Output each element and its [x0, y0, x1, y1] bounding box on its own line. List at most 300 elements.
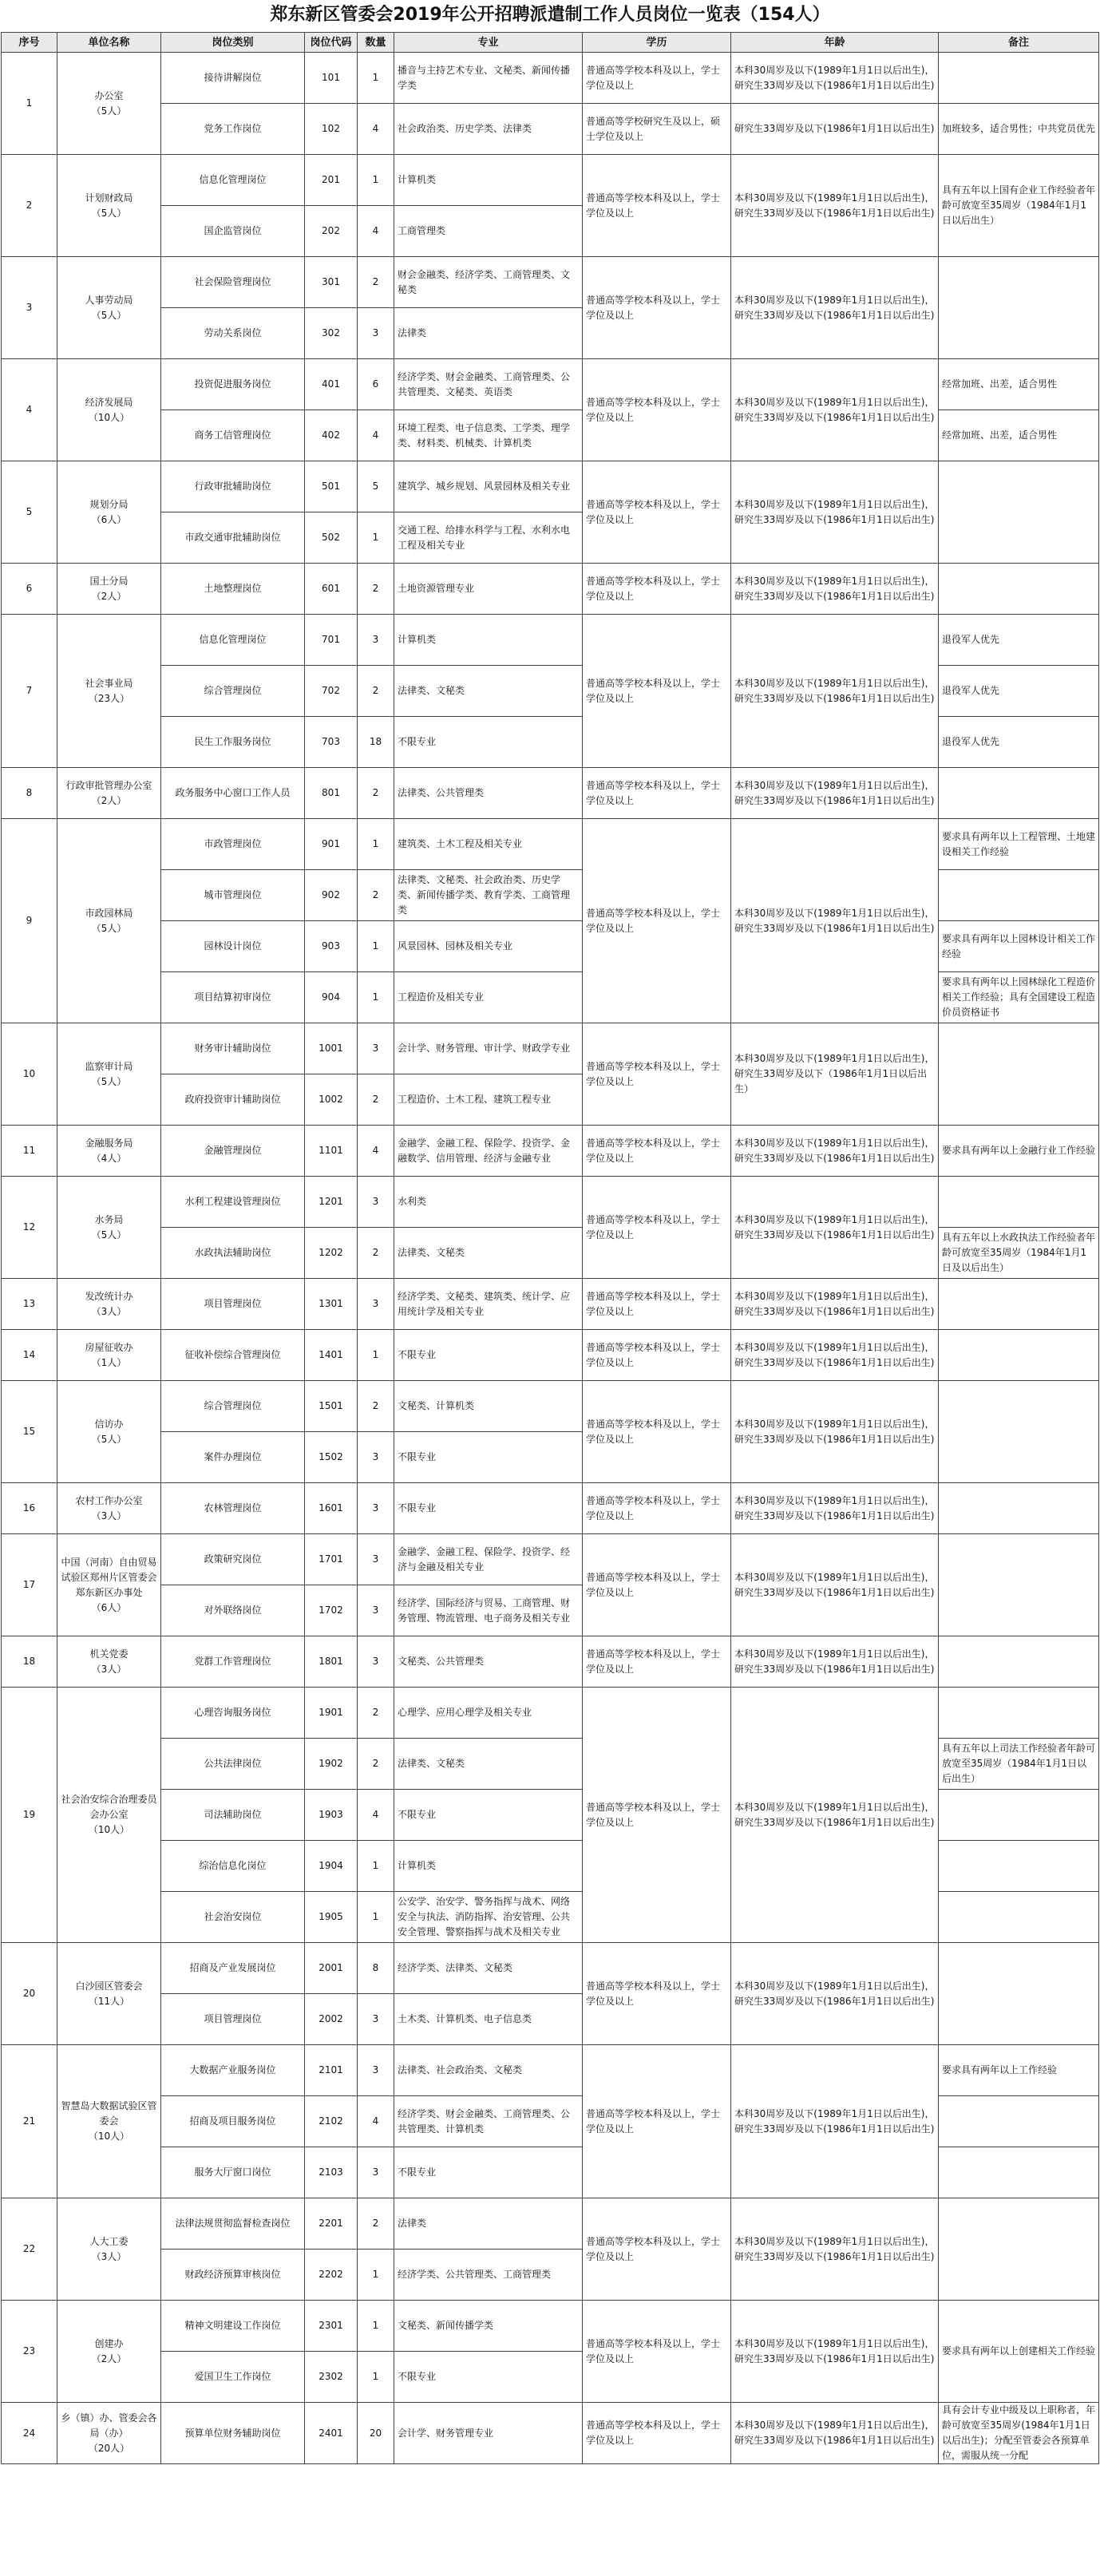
unit-name: 人大工委 （3人）	[57, 2198, 161, 2301]
remark: 要求具有两年以上园林设计相关工作经验	[939, 921, 1099, 972]
row-seq: 6	[2, 564, 57, 615]
remark	[939, 1330, 1099, 1381]
remark: 要求具有两年以上工程管理、土地建设相关工作经验	[939, 819, 1099, 870]
remark	[939, 768, 1099, 819]
position-major: 经济学类、财会金融类、工商管理类、公共管理类、文秘类、英语类	[394, 359, 583, 410]
position-code: 402	[305, 410, 358, 461]
unit-name: 社会治安综合治理委员会办公室 （10人）	[57, 1688, 161, 1943]
position-code: 702	[305, 666, 358, 717]
position-title: 信息化管理岗位	[161, 155, 305, 206]
position-count: 2	[358, 1228, 394, 1279]
position-major: 工程造价及相关专业	[394, 972, 583, 1023]
position-code: 302	[305, 308, 358, 359]
remark	[939, 1943, 1099, 2045]
position-count: 1	[358, 921, 394, 972]
position-major: 文秘类、公共管理类	[394, 1636, 583, 1688]
position-count: 2	[358, 1739, 394, 1790]
row-seq: 17	[2, 1534, 57, 1636]
row-seq: 14	[2, 1330, 57, 1381]
position-title: 园林设计岗位	[161, 921, 305, 972]
position-title: 市政管理岗位	[161, 819, 305, 870]
header-unit: 单位名称	[57, 33, 161, 53]
remark	[939, 1892, 1099, 1943]
position-code: 1002	[305, 1074, 358, 1126]
education-requirement: 普通高等学校本科及以上，学士学位及以上	[583, 615, 731, 768]
position-title: 公共法律岗位	[161, 1739, 305, 1790]
position-count: 3	[358, 615, 394, 666]
position-major: 法律类、文秘类、社会政治类、历史学类、新闻传播学类、教育学类、工商管理类	[394, 870, 583, 921]
table-row	[2, 461, 1099, 512]
table-row	[2, 564, 1099, 615]
position-major: 经济学、国际经济与贸易、工商管理、财务管理、物流管理、电子商务及相关专业	[394, 1585, 583, 1636]
table-row	[2, 615, 1099, 666]
unit-name: 市政园林局 （5人）	[57, 819, 161, 1023]
position-title: 法律法规贯彻监督检查岗位	[161, 2198, 305, 2250]
age-requirement: 本科30周岁及以下(1989年1月1日以后出生)，研究生33周岁及以下(1986年1月1日以后出生)	[731, 1177, 939, 1279]
position-count: 2	[358, 1688, 394, 1739]
age-requirement: 本科30周岁及以下(1989年1月1日以后出生)，研究生33周岁及以下(1986年1月1日以后出生)	[731, 155, 939, 257]
position-count: 1	[358, 972, 394, 1023]
remark	[939, 1279, 1099, 1330]
unit-name: 监察审计局 （5人）	[57, 1023, 161, 1126]
position-title: 社会治安岗位	[161, 1892, 305, 1943]
row-seq: 5	[2, 461, 57, 564]
table-row	[2, 1636, 1099, 1688]
education-requirement: 普通高等学校本科及以上，学士学位及以上	[583, 1534, 731, 1636]
position-code: 601	[305, 564, 358, 615]
position-title: 金融管理岗位	[161, 1126, 305, 1177]
remark: 退役军人优先	[939, 666, 1099, 717]
position-major: 心理学、应用心理学及相关专业	[394, 1688, 583, 1739]
position-title: 项目管理岗位	[161, 1994, 305, 2045]
remark: 加班较多，适合男性；中共党员优先	[939, 104, 1099, 155]
age-requirement: 本科30周岁及以下(1989年1月1日以后出生)，研究生33周岁及以下(1986年1月1日以后出生)	[731, 615, 939, 768]
header-row	[2, 33, 1099, 53]
position-major: 法律类	[394, 308, 583, 359]
position-code: 2401	[305, 2403, 358, 2464]
unit-name: 水务局 （5人）	[57, 1177, 161, 1279]
table-row	[2, 2301, 1099, 2352]
position-major: 文秘类、新闻传播学类	[394, 2301, 583, 2352]
position-title: 综合管理岗位	[161, 666, 305, 717]
position-title: 政府投资审计辅助岗位	[161, 1074, 305, 1126]
position-count: 4	[358, 410, 394, 461]
position-major: 会计学、财务管理专业	[394, 2403, 583, 2464]
position-count: 1	[358, 819, 394, 870]
position-major: 交通工程、给排水科学与工程、水利水电工程及相关专业	[394, 512, 583, 564]
position-major: 法律类、公共管理类	[394, 768, 583, 819]
unit-name: 房屋征收办 （1人）	[57, 1330, 161, 1381]
remark	[939, 1483, 1099, 1534]
position-code: 901	[305, 819, 358, 870]
position-major: 不限专业	[394, 1790, 583, 1841]
position-code: 401	[305, 359, 358, 410]
unit-name: 信访办 （5人）	[57, 1381, 161, 1483]
row-seq: 2	[2, 155, 57, 257]
age-requirement: 本科30周岁及以下(1989年1月1日以后出生)，研究生33周岁及以下(1986年1月1日以后出生)	[731, 1126, 939, 1177]
education-requirement: 普通高等学校本科及以上，学士学位及以上	[583, 2403, 731, 2464]
position-count: 4	[358, 1790, 394, 1841]
education-requirement: 普通高等学校本科及以上，学士学位及以上	[583, 564, 731, 615]
position-code: 2202	[305, 2250, 358, 2301]
unit-name: 规划分局 （6人）	[57, 461, 161, 564]
remark: 要求具有两年以上工作经验	[939, 2045, 1099, 2096]
table-row	[2, 359, 1099, 410]
age-requirement: 本科30周岁及以下(1989年1月1日以后出生)，研究生33周岁及以下(1986年1月1日以后出生)	[731, 564, 939, 615]
row-seq: 19	[2, 1688, 57, 1943]
age-requirement: 本科30周岁及以下(1989年1月1日以后出生)，研究生33周岁及以下（1986年1月1日以后出生）	[731, 1023, 939, 1126]
positions-table	[1, 32, 1099, 2464]
remark: 要求具有两年以上金融行业工作经验	[939, 1126, 1099, 1177]
position-count: 4	[358, 2096, 394, 2147]
position-code: 501	[305, 461, 358, 512]
position-code: 1905	[305, 1892, 358, 1943]
unit-name: 农村工作办公室 （3人）	[57, 1483, 161, 1534]
position-major: 工程造价、土木工程、建筑工程专业	[394, 1074, 583, 1126]
table-row	[2, 1279, 1099, 1330]
row-seq: 24	[2, 2403, 57, 2464]
position-code: 2102	[305, 2096, 358, 2147]
education-requirement: 普通高等学校本科及以上，学士学位及以上	[583, 1636, 731, 1688]
row-seq: 12	[2, 1177, 57, 1279]
position-major: 金融学、金融工程、保险学、投资学、金融数学、信用管理、经济与金融专业	[394, 1126, 583, 1177]
position-title: 招商及产业发展岗位	[161, 1943, 305, 1994]
position-count: 3	[358, 2147, 394, 2198]
age-requirement: 本科30周岁及以下(1989年1月1日以后出生)，研究生33周岁及以下(1986年1月1日以后出生)	[731, 768, 939, 819]
position-title: 农林管理岗位	[161, 1483, 305, 1534]
remark	[939, 1688, 1099, 1739]
position-title: 精神文明建设工作岗位	[161, 2301, 305, 2352]
position-title: 财政经济预算审核岗位	[161, 2250, 305, 2301]
age-requirement: 本科30周岁及以下(1989年1月1日以后出生)，研究生33周岁及以下(1986年1月1日以后出生)	[731, 53, 939, 104]
position-count: 3	[358, 308, 394, 359]
position-code: 1601	[305, 1483, 358, 1534]
position-major: 法律类、文秘类	[394, 1739, 583, 1790]
position-count: 2	[358, 1381, 394, 1432]
age-requirement: 本科30周岁及以下(1989年1月1日以后出生)，研究生33周岁及以下(1986年1月1日以后出生)	[731, 1381, 939, 1483]
unit-name: 金融服务局 （4人）	[57, 1126, 161, 1177]
age-requirement: 本科30周岁及以下(1989年1月1日以后出生)，研究生33周岁及以下(1986年1月1日以后出生)	[731, 819, 939, 1023]
unit-name: 发改统计办 （3人）	[57, 1279, 161, 1330]
table-row	[2, 1177, 1099, 1228]
age-requirement: 本科30周岁及以下(1989年1月1日以后出生)，研究生33周岁及以下(1986年1月1日以后出生)	[731, 359, 939, 461]
position-title: 水政执法辅助岗位	[161, 1228, 305, 1279]
position-title: 司法辅助岗位	[161, 1790, 305, 1841]
education-requirement: 普通高等学校本科及以上，学士学位及以上	[583, 155, 731, 257]
age-requirement: 本科30周岁及以下(1989年1月1日以后出生)，研究生33周岁及以下(1986年1月1日以后出生)	[731, 2301, 939, 2403]
education-requirement: 普通高等学校本科及以上，学士学位及以上	[583, 1688, 731, 1943]
position-major: 法律类	[394, 2198, 583, 2250]
position-count: 3	[358, 1636, 394, 1688]
unit-name: 白沙园区管委会 （11人）	[57, 1943, 161, 2045]
remark	[939, 2147, 1099, 2198]
position-count: 1	[358, 53, 394, 104]
remark	[939, 1381, 1099, 1483]
position-code: 1201	[305, 1177, 358, 1228]
table-row	[2, 1126, 1099, 1177]
education-requirement: 普通高等学校本科及以上，学士学位及以上	[583, 359, 731, 461]
remark	[939, 2198, 1099, 2301]
position-count: 3	[358, 2045, 394, 2096]
position-title: 行政审批辅助岗位	[161, 461, 305, 512]
position-title: 接待讲解岗位	[161, 53, 305, 104]
table-row	[2, 155, 1099, 206]
header-age: 年龄	[731, 33, 939, 53]
position-title: 投资促进服务岗位	[161, 359, 305, 410]
row-seq: 11	[2, 1126, 57, 1177]
education-requirement: 普通高等学校本科及以上，学士学位及以上	[583, 1126, 731, 1177]
position-major: 建筑学、城乡规划、风景园林及相关专业	[394, 461, 583, 512]
table-row	[2, 257, 1099, 308]
header-edu: 学历	[583, 33, 731, 53]
position-code: 1701	[305, 1534, 358, 1585]
position-code: 701	[305, 615, 358, 666]
position-count: 2	[358, 768, 394, 819]
position-major: 不限专业	[394, 1432, 583, 1483]
position-title: 政策研究岗位	[161, 1534, 305, 1585]
row-seq: 8	[2, 768, 57, 819]
remark: 经常加班、出差，适合男性	[939, 359, 1099, 410]
position-count: 2	[358, 1074, 394, 1126]
unit-name: 计划财政局 （5人）	[57, 155, 161, 257]
position-code: 1801	[305, 1636, 358, 1688]
position-major: 土地资源管理专业	[394, 564, 583, 615]
position-code: 703	[305, 717, 358, 768]
position-major: 工商管理类	[394, 206, 583, 257]
table-row	[2, 768, 1099, 819]
position-code: 2301	[305, 2301, 358, 2352]
remark: 经常加班、出差，适合男性	[939, 410, 1099, 461]
education-requirement: 普通高等学校本科及以上，学士学位及以上	[583, 1483, 731, 1534]
unit-name: 行政审批管理办公室 （2人）	[57, 768, 161, 819]
table-row	[2, 1023, 1099, 1074]
position-major: 不限专业	[394, 717, 583, 768]
position-title: 社会保险管理岗位	[161, 257, 305, 308]
education-requirement: 普通高等学校本科及以上，学士学位及以上	[583, 257, 731, 359]
position-code: 1401	[305, 1330, 358, 1381]
row-seq: 1	[2, 53, 57, 155]
row-seq: 7	[2, 615, 57, 768]
education-requirement: 普通高等学校本科及以上，学士学位及以上	[583, 1330, 731, 1381]
position-title: 对外联络岗位	[161, 1585, 305, 1636]
position-count: 1	[358, 155, 394, 206]
position-code: 1903	[305, 1790, 358, 1841]
table-row	[2, 1943, 1099, 1994]
remark	[939, 1841, 1099, 1892]
row-seq: 22	[2, 2198, 57, 2301]
position-title: 预算单位财务辅助岗位	[161, 2403, 305, 2464]
position-count: 3	[358, 1279, 394, 1330]
table-row	[2, 1534, 1099, 1585]
position-code: 2302	[305, 2352, 358, 2403]
remark: 具有五年以上水政执法工作经验者年龄可放宽至35周岁（1984年1月1日及以后出生）	[939, 1228, 1099, 1279]
position-code: 1101	[305, 1126, 358, 1177]
remark	[939, 1790, 1099, 1841]
remark	[939, 1023, 1099, 1126]
age-requirement: 本科30周岁及以下(1989年1月1日以后出生)，研究生33周岁及以下(1986年1月1日以后出生)	[731, 1279, 939, 1330]
unit-name: 国土分局 （2人）	[57, 564, 161, 615]
position-title: 案件办理岗位	[161, 1432, 305, 1483]
position-code: 903	[305, 921, 358, 972]
unit-name: 创建办 （2人）	[57, 2301, 161, 2403]
row-seq: 23	[2, 2301, 57, 2403]
position-major: 不限专业	[394, 2352, 583, 2403]
position-title: 市政交通审批辅助岗位	[161, 512, 305, 564]
position-code: 1902	[305, 1739, 358, 1790]
position-title: 国企监管岗位	[161, 206, 305, 257]
row-seq: 3	[2, 257, 57, 359]
remark: 退役军人优先	[939, 717, 1099, 768]
remark	[939, 2096, 1099, 2147]
row-seq: 21	[2, 2045, 57, 2198]
position-major: 法律类、文秘类	[394, 666, 583, 717]
age-requirement: 本科30周岁及以下(1989年1月1日以后出生)，研究生33周岁及以下(1986年1月1日以后出生)	[731, 2045, 939, 2198]
unit-name: 乡（镇）办、管委会各局（办） （20人）	[57, 2403, 161, 2464]
position-code: 904	[305, 972, 358, 1023]
education-requirement: 普通高等学校本科及以上，学士学位及以上	[583, 2301, 731, 2403]
education-requirement: 普通高等学校本科及以上，学士学位及以上	[583, 1279, 731, 1330]
education-requirement: 普通高等学校本科及以上，学士学位及以上	[583, 1177, 731, 1279]
position-count: 1	[358, 2301, 394, 2352]
position-count: 4	[358, 1126, 394, 1177]
position-title: 政务服务中心窗口工作人员	[161, 768, 305, 819]
position-title: 项目管理岗位	[161, 1279, 305, 1330]
header-major: 专业	[394, 33, 583, 53]
position-count: 3	[358, 1432, 394, 1483]
position-count: 1	[358, 512, 394, 564]
table-body	[2, 53, 1099, 2464]
position-major: 经济学类、文秘类、建筑类、统计学、应用统计学及相关专业	[394, 1279, 583, 1330]
remark	[939, 461, 1099, 564]
header-seq: 序号	[2, 33, 57, 53]
age-requirement: 本科30周岁及以下(1989年1月1日以后出生)，研究生33周岁及以下(1986年1月1日以后出生)	[731, 1330, 939, 1381]
age-requirement: 本科30周岁及以下(1989年1月1日以后出生)，研究生33周岁及以下(1986年1月1日以后出生)	[731, 1943, 939, 2045]
position-title: 项目结算初审岗位	[161, 972, 305, 1023]
position-title: 爱国卫生工作岗位	[161, 2352, 305, 2403]
remark: 要求具有两年以上创建相关工作经验	[939, 2301, 1099, 2403]
position-major: 不限专业	[394, 1483, 583, 1534]
education-requirement: 普通高等学校本科及以上，学士学位及以上	[583, 2198, 731, 2301]
education-requirement: 普通高等学校本科及以上，学士学位及以上	[583, 2045, 731, 2198]
position-code: 801	[305, 768, 358, 819]
row-seq: 20	[2, 1943, 57, 2045]
position-title: 劳动关系岗位	[161, 308, 305, 359]
page-title: 郑东新区管委会2019年公开招聘派遣制工作人员岗位一览表（154人）	[270, 5, 830, 25]
table-row	[2, 104, 1099, 155]
age-requirement: 本科30周岁及以下(1989年1月1日以后出生)，研究生33周岁及以下(1986年1月1日以后出生)	[731, 1688, 939, 1943]
position-major: 土木类、计算机类、电子信息类	[394, 1994, 583, 2045]
position-major: 法律类、文秘类	[394, 1228, 583, 1279]
row-seq: 16	[2, 1483, 57, 1534]
age-requirement: 本科30周岁及以下(1989年1月1日以后出生)，研究生33周岁及以下(1986年1月1日以后出生)	[731, 2403, 939, 2464]
education-requirement: 普通高等学校本科及以上，学士学位及以上	[583, 53, 731, 104]
position-major: 财会金融类、经济学类、工商管理类、文秘类	[394, 257, 583, 308]
position-major: 播音与主持艺术专业、文秘类、新闻传播学类	[394, 53, 583, 104]
remark	[939, 1534, 1099, 1636]
position-title: 党务工作岗位	[161, 104, 305, 155]
remark: 具有会计专业中级及以上职称者，年龄可放宽至35周岁(1984年1月1日以后出生)；分配至管委会各预算单位，需服从统一分配	[939, 2403, 1099, 2464]
position-code: 101	[305, 53, 358, 104]
position-code: 1301	[305, 1279, 358, 1330]
age-requirement: 研究生33周岁及以下(1986年1月1日以后出生)	[731, 104, 939, 155]
education-requirement: 普通高等学校本科及以上，学士学位及以上	[583, 1943, 731, 2045]
row-seq: 10	[2, 1023, 57, 1126]
position-major: 经济学类、财会金融类、工商管理类、公共管理类、计算机类	[394, 2096, 583, 2147]
age-requirement: 本科30周岁及以下(1989年1月1日以后出生)，研究生33周岁及以下(1986年1月1日以后出生)	[731, 1483, 939, 1534]
position-title: 商务工信管理岗位	[161, 410, 305, 461]
position-count: 1	[358, 1892, 394, 1943]
position-title: 招商及项目服务岗位	[161, 2096, 305, 2147]
position-code: 1001	[305, 1023, 358, 1074]
position-major: 水利类	[394, 1177, 583, 1228]
table-row	[2, 1688, 1099, 1739]
age-requirement: 本科30周岁及以下(1989年1月1日以后出生)，研究生33周岁及以下(1986年1月1日以后出生)	[731, 461, 939, 564]
education-requirement: 普通高等学校本科及以上，学士学位及以上	[583, 1023, 731, 1126]
age-requirement: 本科30周岁及以下(1989年1月1日以后出生)，研究生33周岁及以下(1986年1月1日以后出生)	[731, 1534, 939, 1636]
position-major: 经济学类、公共管理类、工商管理类	[394, 2250, 583, 2301]
unit-name: 办公室 （5人）	[57, 53, 161, 155]
row-seq: 9	[2, 819, 57, 1023]
position-title: 财务审计辅助岗位	[161, 1023, 305, 1074]
position-code: 1502	[305, 1432, 358, 1483]
table-row	[2, 1381, 1099, 1432]
position-count: 3	[358, 1483, 394, 1534]
position-count: 3	[358, 1585, 394, 1636]
position-code: 2002	[305, 1994, 358, 2045]
header-count: 数量	[358, 33, 394, 53]
position-code: 2101	[305, 2045, 358, 2096]
row-seq: 4	[2, 359, 57, 461]
position-count: 1	[358, 2250, 394, 2301]
remark	[939, 257, 1099, 359]
position-count: 4	[358, 206, 394, 257]
position-count: 5	[358, 461, 394, 512]
position-count: 8	[358, 1943, 394, 1994]
position-major: 经济学类、法律类、文秘类	[394, 1943, 583, 1994]
position-count: 3	[358, 1994, 394, 2045]
position-count: 2	[358, 257, 394, 308]
unit-name: 经济发展局 （10人）	[57, 359, 161, 461]
position-title: 大数据产业服务岗位	[161, 2045, 305, 2096]
position-major: 金融学、金融工程、保险学、投资学、经济与金融及相关专业	[394, 1534, 583, 1585]
remark: 退役军人优先	[939, 615, 1099, 666]
position-title: 民生工作服务岗位	[161, 717, 305, 768]
position-code: 301	[305, 257, 358, 308]
position-code: 201	[305, 155, 358, 206]
remark: 要求具有两年以上园林绿化工程造价相关工作经验；具有全国建设工程造价员资格证书	[939, 972, 1099, 1023]
position-code: 902	[305, 870, 358, 921]
position-major: 公安学、治安学、警务指挥与战术、网络安全与执法、消防指挥、治安管理、公共安全管理、警察指挥与战术及相关专业	[394, 1892, 583, 1943]
position-title: 综合管理岗位	[161, 1381, 305, 1432]
unit-name: 人事劳动局 （5人）	[57, 257, 161, 359]
position-title: 征收补偿综合管理岗位	[161, 1330, 305, 1381]
position-code: 2103	[305, 2147, 358, 2198]
position-code: 1202	[305, 1228, 358, 1279]
remark	[939, 53, 1099, 104]
position-title: 党群工作管理岗位	[161, 1636, 305, 1688]
position-code: 1901	[305, 1688, 358, 1739]
position-major: 会计学、财务管理、审计学、财政学专业	[394, 1023, 583, 1074]
position-code: 2001	[305, 1943, 358, 1994]
position-count: 2	[358, 666, 394, 717]
position-count: 3	[358, 1534, 394, 1585]
position-count: 1	[358, 1841, 394, 1892]
unit-name: 中国（河南）自由贸易试验区郑州片区管委会郑东新区办事处 （6人）	[57, 1534, 161, 1636]
education-requirement: 普通高等学校本科及以上，学士学位及以上	[583, 768, 731, 819]
position-major: 不限专业	[394, 1330, 583, 1381]
table-row	[2, 2045, 1099, 2096]
education-requirement: 普通高等学校本科及以上，学士学位及以上	[583, 461, 731, 564]
